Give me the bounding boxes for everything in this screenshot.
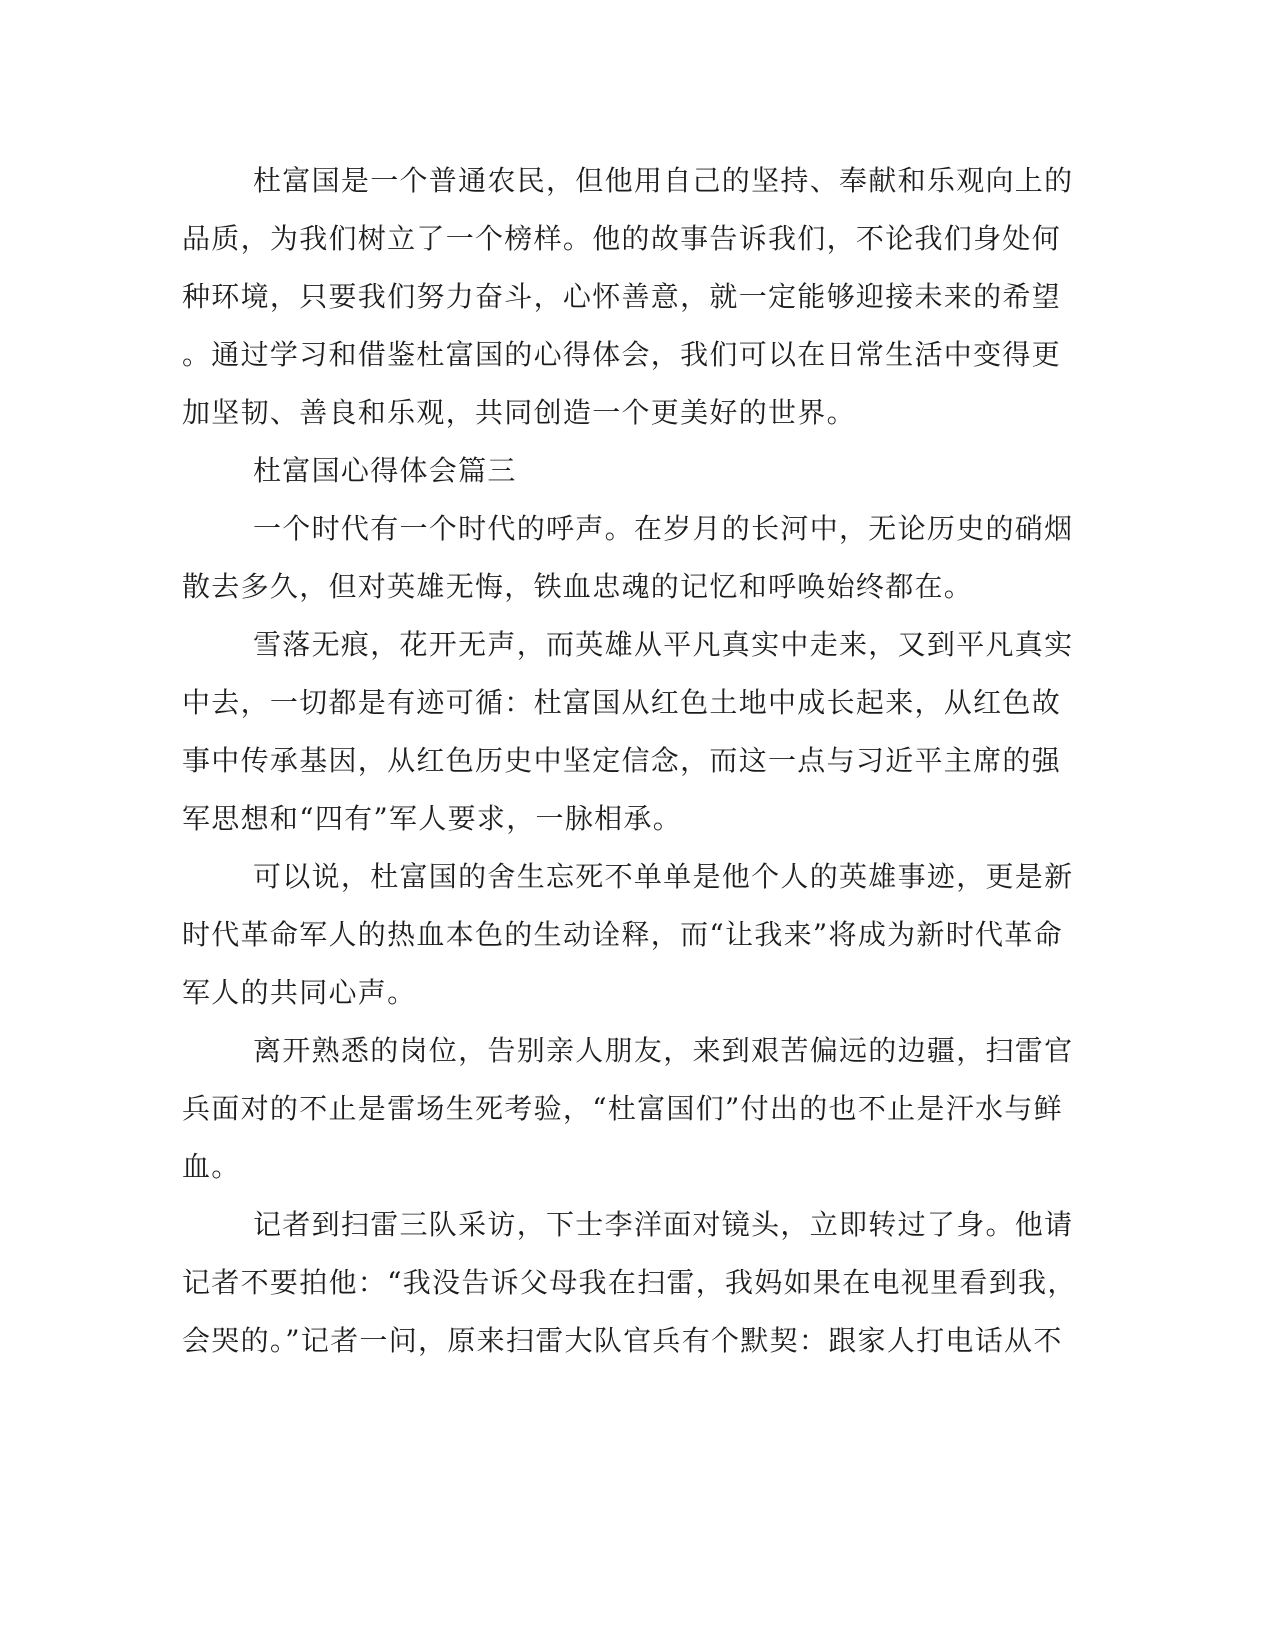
paragraph-line: 一个时代有一个时代的呼声。在岁月的长河中，无论历史的硝烟 bbox=[253, 512, 1074, 545]
paragraph-line: 军思想和“四有”军人要求，一脉相承。 bbox=[182, 802, 683, 835]
paragraph-line: 记者不要拍他：“我没告诉父母我在扫雷，我妈如果在电视里看到我， bbox=[182, 1266, 1077, 1299]
paragraph-line: 散去多久，但对英雄无悔，铁血忠魂的记忆和呼唤始终都在。 bbox=[182, 570, 974, 603]
paragraph-6 bbox=[182, 1196, 1077, 1370]
paragraph-line: 雪落无痕，花开无声，而英雄从平凡真实中走来，又到平凡真实 bbox=[253, 628, 1074, 661]
paragraph-line: 记者到扫雷三队采访，下士李洋面对镜头，立即转过了身。他请 bbox=[253, 1208, 1074, 1241]
paragraph-3 bbox=[182, 616, 1074, 848]
paragraph-line: 军人的共同心声。 bbox=[182, 976, 417, 1009]
paragraph-4 bbox=[182, 848, 1074, 1022]
paragraph-line: 血。 bbox=[182, 1150, 241, 1183]
paragraph-line: 事中传承基因，从红色历史中坚定信念，而这一点与习近平主席的强 bbox=[182, 744, 1062, 777]
paragraph-line: 时代革命军人的热血本色的生动诠释，而“让我来”将成为新时代革命 bbox=[182, 918, 1063, 951]
paragraph-line: 中去，一切都是有迹可循：杜富国从红色土地中成长起来，从红色故 bbox=[182, 686, 1062, 719]
document-body bbox=[182, 152, 1077, 1370]
paragraph-line: 离开熟悉的岗位，告别亲人朋友，来到艰苦偏远的边疆，扫雷官 bbox=[253, 1034, 1074, 1067]
paragraph-line: 杜富国是一个普通农民，但他用自己的坚持、奉献和乐观向上的 bbox=[253, 164, 1074, 197]
paragraph-line: 种环境，只要我们努力奋斗，心怀善意，就一定能够迎接未来的希望 bbox=[182, 280, 1062, 313]
paragraph-line: 加坚韧、善良和乐观，共同创造一个更美好的世界。 bbox=[182, 396, 856, 429]
paragraph-2 bbox=[182, 500, 1074, 616]
paragraph-line: 品质，为我们树立了一个榜样。他的故事告诉我们，不论我们身处何 bbox=[182, 222, 1062, 255]
section-heading-text: 杜富国心得体会篇三 bbox=[253, 454, 517, 487]
paragraph-line: 。通过学习和借鉴杜富国的心得体会，我们可以在日常生活中变得更 bbox=[182, 338, 1062, 371]
paragraph-line: 兵面对的不止是雷场生死考验，“杜富国们”付出的也不止是汗水与鲜 bbox=[182, 1092, 1063, 1125]
paragraph-line: 会哭的。”记者一问，原来扫雷大队官兵有个默契：跟家人打电话从不 bbox=[182, 1324, 1063, 1357]
section-heading bbox=[182, 442, 1030, 500]
paragraph-1 bbox=[182, 152, 1074, 442]
paragraph-line: 可以说，杜富国的舍生忘死不单单是他个人的英雄事迹，更是新 bbox=[253, 860, 1074, 893]
paragraph-5 bbox=[182, 1022, 1074, 1196]
